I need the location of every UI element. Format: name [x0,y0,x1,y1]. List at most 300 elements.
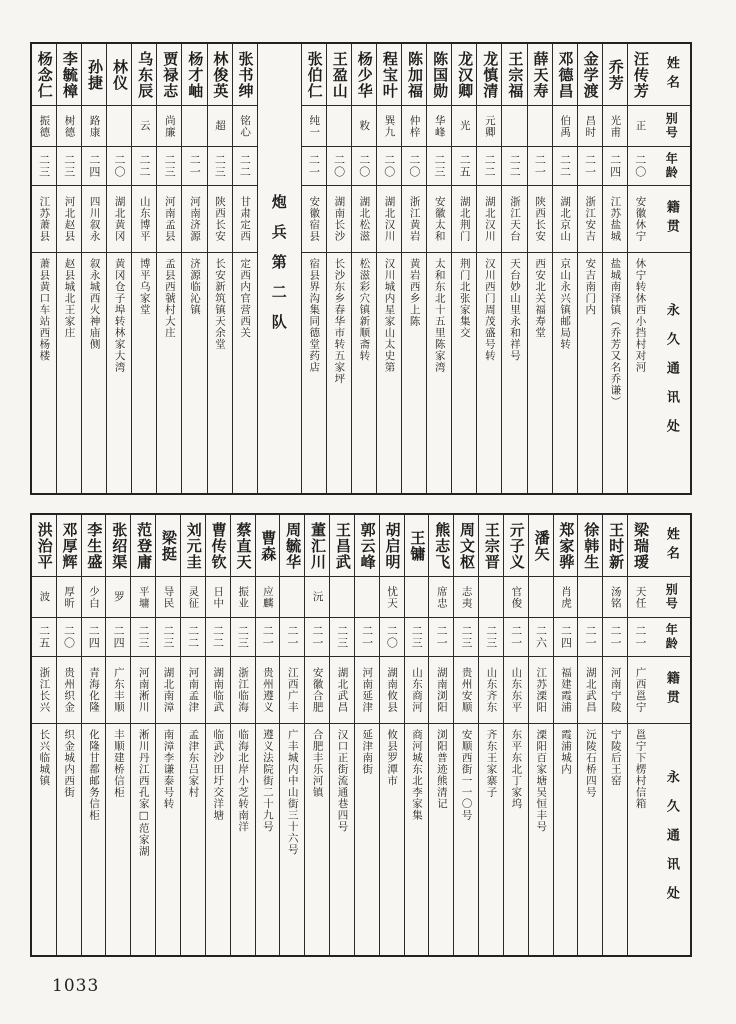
entry-address: 孟津东吕家村 [187,729,200,798]
entry-age: 二三 [213,154,227,178]
entry-column [156,44,181,493]
entry-address: 汉川西门周茂盛号转 [483,258,496,362]
entry-column [105,515,130,955]
entry-age: 二一 [435,625,449,649]
entry-name-cell [502,44,526,106]
entry-name-cell [554,515,578,577]
entry-native-cell [280,657,304,724]
entry-age-cell [302,147,326,186]
entry-age: 二二 [238,154,252,178]
entry-age-cell [603,618,627,657]
entry-native: 湖北京山 [559,196,572,242]
entry-name: 陈国勋 [431,50,450,99]
entry-native-cell [156,657,180,724]
entry-native: 湖南浏阳 [435,667,448,713]
entry-name: 徐韩生 [582,521,601,570]
entry-alias: 振德 [38,114,51,138]
entry-age-cell [132,147,156,186]
entry-address: 丰顺建桥信柜 [112,729,125,798]
entry-name: 杨少华 [355,50,374,99]
entry-name: 熊志飞 [433,521,452,570]
entry-age: 二二 [211,625,225,649]
entry-age: 二〇 [382,154,396,178]
entry-native-cell [231,657,255,724]
entry-native-cell [529,657,553,724]
entry-age: 二二 [186,625,200,649]
entry-native: 河南孟津 [187,667,200,713]
header-alias-label: 别号 [664,583,679,611]
entry-native-cell [377,186,401,253]
entry-address: 浏阳普迹熊清记 [435,729,448,810]
entry-address-cell [157,253,181,493]
entry-native-cell [208,186,232,253]
entry-address-cell [302,253,326,493]
entry-age-cell [280,618,304,657]
entry-name: 范登庸 [135,521,154,570]
entry-age: 二五 [458,154,472,178]
entry-name: 潘矢 [532,529,551,562]
entry-address: 霞浦城内 [560,729,573,775]
entry-age: 二〇 [633,154,647,178]
entry-alias-cell [427,106,451,147]
entry-alias-cell [477,106,501,147]
entry-address-cell [132,253,156,493]
entry-column [354,515,379,955]
header-age-label: 年龄 [664,152,679,180]
entry-native: 安徽太和 [433,196,446,242]
header-address-label: 永久通讯处 [663,769,679,915]
entry-native: 浙江临海 [237,667,250,713]
page-number: 1033 [52,976,100,996]
entry-age: 二四 [112,625,126,649]
entry-alias: 正 [634,120,647,132]
entry-name: 林俊英 [211,50,230,99]
entry-alias-cell [57,577,81,618]
entry-alias-cell [380,577,404,618]
entry-native: 广东丰顺 [112,667,125,713]
entry-alias: 沅 [311,591,324,603]
entry-age: 二一 [360,625,374,649]
header-age-label: 年龄 [664,623,679,651]
entry-age: 二一 [509,625,523,649]
entry-age-cell [233,147,257,186]
entry-native-cell [479,657,503,724]
entry-name-cell [529,515,553,577]
entry-address: 黄冈仓子埠转林家大湾 [113,258,126,373]
entry-name-cell [131,515,155,577]
entry-column [476,44,501,493]
entry-age: 二三 [163,154,177,178]
entry-age: 二三 [136,625,150,649]
entry-address-cell [233,253,257,493]
entry-native: 山东东平 [510,667,523,713]
entry-column [404,515,429,955]
entry-address: 天台妙山里永和祥号 [508,258,521,362]
entry-address: 邕宁下楞村信箱 [634,729,647,810]
entry-alias-cell [402,106,426,147]
entry-alias: 路康 [88,114,101,138]
entry-age-cell [181,618,205,657]
header-age-cell [652,147,690,186]
entry-alias-cell [132,106,156,147]
entry-age: 二四 [559,625,573,649]
entry-native-cell [206,657,230,724]
entry-native-cell [327,186,351,253]
entry-native-cell [628,186,652,253]
header-age-cell [652,618,690,657]
entry-alias: 官俊 [510,585,523,609]
entry-alias-cell [32,106,56,147]
entry-address: 长兴临城镇 [38,729,51,787]
entry-column [56,44,81,493]
entry-alias-cell [529,577,553,618]
entry-name-cell [352,44,376,106]
entry-name-cell [181,515,205,577]
entry-name: 郭云峰 [358,521,377,570]
entry-alias: 罗 [112,591,125,603]
entry-age-cell [628,618,652,657]
entry-name-cell [157,44,181,106]
entry-address: 济源临沁镇 [188,258,201,316]
entry-alias-cell [231,577,255,618]
entry-alias-cell [280,577,304,618]
entry-name-cell [305,515,329,577]
entry-alias-cell [208,106,232,147]
entry-age: 二三 [161,625,175,649]
entry-column [130,515,155,955]
entry-address-cell [156,724,180,955]
entry-age-cell [578,147,602,186]
entry-age: 二一 [533,154,547,178]
entry-native-cell [504,657,528,724]
entry-column [577,515,602,955]
entry-name: 王镛 [408,529,427,562]
entry-alias-cell [528,106,552,147]
entry-native: 河北赵县 [63,196,76,242]
entry-address: 长沙东乡春华市转五家坪 [333,258,346,385]
entry-name: 龙汉卿 [456,50,475,99]
entry-age-cell [452,147,476,186]
entry-name: 王宗晋 [482,521,501,570]
entry-column [553,515,578,955]
entry-native: 湖北黄冈 [113,196,126,242]
entry-alias-cell [554,577,578,618]
entry-alias: 厚昕 [63,585,76,609]
entry-column [180,515,205,955]
entry-address: 松滋彩穴镇新顺斋转 [358,258,371,362]
entry-alias-cell [454,577,478,618]
entry-native-cell [32,657,56,724]
entry-column [453,515,478,955]
entry-age: 二四 [608,154,622,178]
entry-alias-cell [302,106,326,147]
entry-address: 安顺西街一一〇号 [460,729,473,821]
entry-address: 京山永兴镇邮局转 [559,258,572,350]
entry-age: 二一 [584,625,598,649]
entry-column [527,44,552,493]
entry-age-cell [57,618,81,657]
entry-alias-cell [603,577,627,618]
entry-alias-cell [156,577,180,618]
entry-column [451,44,476,493]
entry-native: 湖北武昌 [336,667,349,713]
entry-age-cell [477,147,501,186]
entry-name-cell [578,515,602,577]
entry-native-cell [182,186,206,253]
entry-alias: 元卿 [483,114,496,138]
entry-native-cell [427,186,451,253]
entry-alias: 光 [458,120,471,132]
entry-age-cell [106,618,130,657]
entry-column [379,515,404,955]
entry-age-cell [256,618,280,657]
entry-age: 二一 [261,625,275,649]
entry-address: 西安北关福寿堂 [534,258,547,339]
entry-column [232,44,257,493]
entry-age-cell [82,618,106,657]
entry-age: 二〇 [407,154,421,178]
entry-address-cell [107,253,131,493]
entry-name-cell [32,515,56,577]
entry-column [181,44,206,493]
entry-age: 二二 [508,154,522,178]
entry-age-cell [603,147,627,186]
entry-native-cell [454,657,478,724]
entry-alias-cell [233,106,257,147]
entry-address: 合肥丰乐河镇 [311,729,324,798]
entry-address-cell [57,724,81,955]
entry-alias-cell [377,106,401,147]
entry-native-cell [528,186,552,253]
entry-name: 王宗福 [506,50,525,99]
entry-age: 二一 [583,154,597,178]
entry-age-cell [502,147,526,186]
entry-native: 山东博平 [138,196,151,242]
entry-native-cell [157,186,181,253]
entry-name: 郑家骅 [557,521,576,570]
entry-column [351,44,376,493]
entry-name: 梁瑞瑷 [631,521,650,570]
entry-name: 杨才岫 [186,50,205,99]
entry-name-cell [156,515,180,577]
entry-native: 广西邕宁 [634,667,647,713]
entry-address-cell [305,724,329,955]
entry-column [279,515,304,955]
entry-name: 王盈山 [330,50,349,99]
entry-native: 山东齐东 [485,667,498,713]
entry-age-cell [377,147,401,186]
entry-address: 太和东北十五里陈家湾 [433,258,446,373]
entry-address-cell [529,724,553,955]
entry-age: 二六 [534,625,548,649]
entry-address: 孟县西虢村大庄 [163,258,176,339]
entry-native: 浙江天台 [508,196,521,242]
header-address-cell [652,253,690,493]
entry-native: 湖南长沙 [333,196,346,242]
entry-column [155,515,180,955]
entry-age: 二二 [483,154,497,178]
entry-age-cell [355,618,379,657]
entry-name-cell [82,44,106,106]
entry-age: 二四 [87,625,101,649]
entry-native-cell [256,657,280,724]
entry-age-cell [352,147,376,186]
entry-alias: 应麟 [261,585,274,609]
entry-age-cell [327,147,351,186]
entry-alias-cell [82,577,106,618]
entry-column [207,44,232,493]
entry-age-cell [429,618,453,657]
entry-age: 二〇 [332,154,346,178]
entry-alias: 波 [38,591,51,603]
entry-address: 攸县罗潭市 [386,729,399,787]
entry-column [255,515,280,955]
entry-address: 临海北岸小芝转南洋 [237,729,250,833]
entry-age-cell [528,147,552,186]
entry-name-cell [231,515,255,577]
entry-alias: 导民 [162,585,175,609]
entry-age-cell [157,147,181,186]
entry-address-cell [206,724,230,955]
entry-alias: 巽九 [383,114,396,138]
entry-native: 福建霞浦 [560,667,573,713]
entry-address: 齐东王家寨子 [485,729,498,798]
entry-age-cell [305,618,329,657]
entry-column [32,515,56,955]
entry-native: 青海化隆 [88,667,101,713]
entry-column [627,44,652,493]
entry-age-cell [628,147,652,186]
entry-name: 杨念仁 [35,50,54,99]
entry-name: 孙捷 [85,58,104,91]
entry-age-cell [231,618,255,657]
entry-name: 汪传芳 [631,50,650,99]
entry-name-cell [107,44,131,106]
entry-native-cell [132,186,156,253]
entry-column [602,515,627,955]
header-native-label: 籍贯 [663,200,679,238]
entry-address-cell [477,253,501,493]
entry-alias: 平墉 [137,585,150,609]
entry-native-cell [305,657,329,724]
entry-address-cell [380,724,404,955]
entry-alias: 敉 [358,120,371,132]
entry-native-cell [578,186,602,253]
entry-column [577,44,602,493]
entry-address: 溧阳百家塘吴恒丰号 [535,729,548,833]
entry-age-cell [107,147,131,186]
entry-name: 乌东辰 [136,50,155,99]
entry-name: 蔡直天 [234,521,253,570]
entry-name-cell [206,515,230,577]
entry-address-cell [82,724,106,955]
entry-alias-cell [206,577,230,618]
entry-age-cell [57,147,81,186]
entry-age-cell [32,618,56,657]
entry-native-cell [502,186,526,253]
entry-age-cell [504,618,528,657]
entry-name: 刘元圭 [184,521,203,570]
entry-name-cell [477,44,501,106]
header-address-cell [652,724,690,955]
entry-age-cell [208,147,232,186]
entry-column [401,44,426,493]
entry-native-cell [57,186,81,253]
entry-alias-cell [82,106,106,147]
entry-name: 胡启明 [383,521,402,570]
entry-address: 临武沙田圩交洋塘 [212,729,225,821]
entry-name: 李生盛 [85,521,104,570]
entry-alias: 肖虎 [560,585,573,609]
entry-address: 宿县界沟集同德堂药店 [308,258,321,373]
entry-address: 南漳李谦泰号转 [162,729,175,810]
entry-column [304,515,329,955]
entry-native-cell [82,657,106,724]
entry-name-cell [132,44,156,106]
header-column [652,515,690,955]
entry-name: 梁挺 [159,529,178,562]
entry-name-cell [578,44,602,106]
entry-name-cell [380,515,404,577]
entry-name: 张伯仁 [305,50,324,99]
entry-address-cell [106,724,130,955]
entry-alias-cell [131,577,155,618]
entry-name-cell [82,515,106,577]
entry-address-cell [182,253,206,493]
entry-name-cell [479,515,503,577]
entry-address: 延津南街 [361,729,374,775]
entry-age: 二三 [459,625,473,649]
entry-address: 沅陵石桥四号 [584,729,597,798]
entry-native-cell [32,186,56,253]
entry-native: 山东商河 [410,667,423,713]
entry-address: 安吉南门内 [584,258,597,316]
entry-native-cell [233,186,257,253]
entry-native-cell [603,186,627,253]
entry-name-cell [327,44,351,106]
entry-name: 亓子义 [507,521,526,570]
entry-name: 薛天寿 [531,50,550,99]
entry-age: 二一 [310,625,324,649]
entry-address: 遵义法院街二十九号 [261,729,274,833]
entry-age: 二三 [484,625,498,649]
entry-alias: 志夷 [460,585,473,609]
entry-alias: 光甫 [609,114,622,138]
entry-age-cell [529,618,553,657]
entry-column [326,44,351,493]
entry-age: 二一 [307,154,321,178]
entry-address-cell [427,253,451,493]
entry-name-cell [302,44,326,106]
entry-name-cell [553,44,577,106]
entry-address-cell [454,724,478,955]
entry-alias-cell [479,577,503,618]
unit-separator-label: 炮兵第二队 [269,193,288,344]
entry-native: 贵州织金 [63,667,76,713]
entry-native: 河南延津 [361,667,374,713]
entry-native-cell [429,657,453,724]
entry-native: 湖北南漳 [162,667,175,713]
entry-address: 淅川丹江西孔家□范家湖 [137,729,150,857]
entry-alias-cell [352,106,376,147]
entry-column [478,515,503,955]
entry-native-cell [107,186,131,253]
entry-native: 河南淅川 [137,667,150,713]
entry-name: 张绍渠 [110,521,129,570]
entry-column [81,44,106,493]
entry-age: 二二 [558,154,572,178]
entry-native-cell [302,186,326,253]
